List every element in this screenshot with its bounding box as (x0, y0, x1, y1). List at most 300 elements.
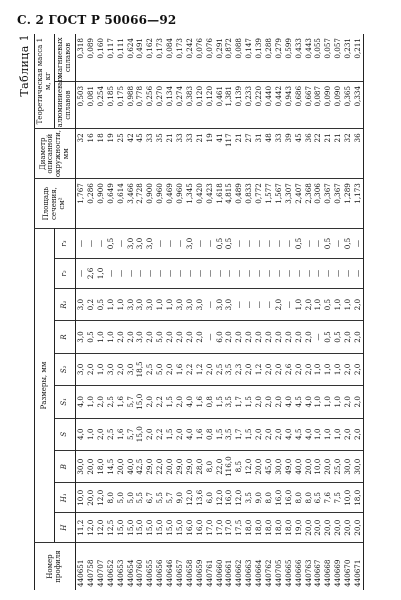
cell-R: 5,0 (155, 321, 165, 353)
cell-r2: 2,6 (86, 258, 96, 288)
table-row (214, 34, 224, 590)
cell-r3: — (274, 229, 284, 259)
cell-R1: 1,0 (105, 288, 115, 320)
cell-r3: — (254, 229, 264, 259)
cell-R1: 0,2 (86, 288, 96, 320)
cell-mass-mg: 0,231 (343, 34, 353, 81)
cell-diameter: 32 (343, 129, 353, 179)
cell-B: 30,0 (274, 450, 284, 482)
cell-R1: 2,0 (353, 288, 363, 320)
cell-B: 8,5 (234, 450, 244, 482)
cell-R1: 3,0 (145, 288, 155, 320)
cell-mass-al: 0,134 (165, 81, 175, 128)
cell-r3: — (86, 229, 96, 259)
cell-mass-mg: 0,076 (194, 34, 204, 81)
cell-R1: 1,0 (343, 288, 353, 320)
cell-H: 18,0 (244, 513, 254, 543)
cell-R: 3,0 (75, 321, 85, 353)
cell-profile: 440652 (105, 543, 115, 590)
cell-area: 0,286 (86, 179, 96, 229)
cell-mass-mg: 0,599 (283, 34, 293, 81)
header-area: Площадь сечения, см² (35, 179, 76, 229)
cell-mass-mg: 0,139 (254, 34, 264, 81)
cell-R: 3,0 (135, 321, 145, 353)
cell-r3: 3,0 (125, 229, 135, 259)
table-row (75, 34, 85, 590)
cell-R: 2,0 (343, 321, 353, 353)
cell-S1: 1,0 (313, 386, 323, 418)
cell-mass-al: 0,175 (115, 81, 125, 128)
cell-area: 1,567 (274, 179, 284, 229)
cell-diameter: 27 (244, 129, 254, 179)
cell-R1: 3,0 (194, 288, 204, 320)
cell-S2: 3,0 (75, 353, 85, 385)
cell-B: 29,0 (145, 450, 155, 482)
cell-mass-mg: 0,160 (96, 34, 106, 81)
cell-mass-mg: 0,055 (313, 34, 323, 81)
cell-S1: 1,0 (86, 386, 96, 418)
cell-R: 2,0 (194, 321, 204, 353)
cell-H: 18,0 (283, 513, 293, 543)
cell-profile: 440669 (333, 543, 343, 590)
cell-H1: 12,0 (234, 483, 244, 513)
cell-B: 18,0 (96, 450, 106, 482)
cell-R: 0,5 (86, 321, 96, 353)
cell-H: 20,0 (323, 513, 333, 543)
cell-mass-mg: 0,318 (75, 34, 85, 81)
cell-r2: — (254, 258, 264, 288)
cell-diameter: 25 (115, 129, 125, 179)
cell-diameter: 19 (105, 129, 115, 179)
cell-S1: 1,5 (244, 386, 254, 418)
cell-S2: 5,0 (155, 353, 165, 385)
cell-H: 20,0 (353, 513, 363, 543)
cell-S: 1,5 (244, 418, 254, 450)
table-row (264, 34, 274, 590)
cell-mass-mg: 0,111 (115, 34, 125, 81)
cell-profile: 440762 (264, 543, 274, 590)
cell-H: 19,0 (293, 513, 303, 543)
cell-B: 49,0 (283, 450, 293, 482)
cell-profile: 440658 (185, 543, 195, 590)
cell-mass-mg: 0,173 (175, 34, 185, 81)
cell-R1: — (234, 288, 244, 320)
cell-r2: — (264, 258, 274, 288)
cell-mass-al: 0,120 (204, 81, 214, 128)
cell-S2: 2,5 (145, 353, 155, 385)
table-row (165, 34, 175, 590)
cell-profile: 440667 (313, 543, 323, 590)
cell-mass-al: 0,090 (333, 81, 343, 128)
cell-area: 4,815 (224, 179, 234, 229)
cell-r3: — (333, 229, 343, 259)
header-r3: r₃ (55, 229, 75, 259)
header-profile: Номер профиля (35, 543, 76, 590)
cell-r3: 3,0 (185, 229, 195, 259)
cell-S: 1,5 (214, 418, 224, 450)
cell-R: 1,0 (96, 321, 106, 353)
cell-H1: 10,0 (75, 483, 85, 513)
header-S: S (55, 418, 75, 450)
cell-S1: 2,2 (155, 386, 165, 418)
cell-H1: 16,0 (283, 483, 293, 513)
table-body (75, 34, 363, 590)
cell-R: 2,0 (165, 321, 175, 353)
cell-R1: 0,5 (323, 288, 333, 320)
cell-R: 2,0 (224, 321, 234, 353)
cell-S1: 2,0 (274, 386, 284, 418)
cell-profile: 440660 (214, 543, 224, 590)
cell-diameter: 45 (135, 129, 145, 179)
cell-S1: 2,0 (353, 386, 363, 418)
cell-R1: 2,0 (303, 288, 313, 320)
cell-mass-mg: 0,173 (155, 34, 165, 81)
cell-R: 2,0 (115, 321, 125, 353)
cell-H: 12,0 (86, 513, 96, 543)
cell-mass-al: 0,090 (323, 81, 333, 128)
cell-H: 18,0 (254, 513, 264, 543)
cell-r3: — (96, 229, 106, 259)
cell-diameter: 33 (185, 129, 195, 179)
cell-H1: 8,0 (293, 483, 303, 513)
cell-R1: 3,0 (75, 288, 85, 320)
cell-r2: — (135, 258, 145, 288)
cell-mass-mg: 0,117 (105, 34, 115, 81)
cell-R: 2,0 (175, 321, 185, 353)
cell-mass-al: 0,139 (234, 81, 244, 128)
cell-S2: 3,0 (105, 353, 115, 385)
cell-area: 1,289 (343, 179, 353, 229)
table-row (135, 34, 145, 590)
cell-area: 0,489 (234, 179, 244, 229)
cell-mass-mg: 0,211 (353, 34, 363, 81)
cell-r2: — (333, 258, 343, 288)
cell-S2: 2,0 (303, 353, 313, 385)
cell-S: 4,0 (283, 418, 293, 450)
cell-mass-mg: 0,433 (293, 34, 303, 81)
cell-R: 0,5 (333, 321, 343, 353)
cell-area: 0,420 (194, 179, 204, 229)
cell-S2: 2,0 (244, 353, 254, 385)
cell-profile: 440661 (224, 543, 234, 590)
table-row (293, 34, 303, 590)
cell-profile: 440760 (135, 543, 145, 590)
cell-R1: — (264, 288, 274, 320)
cell-S1: 3,5 (224, 386, 234, 418)
table-row (353, 34, 363, 590)
cell-r3: 0,5 (224, 229, 234, 259)
cell-r3: — (194, 229, 204, 259)
page-header: С. 2 ГОСТ Р 50066—92 (17, 13, 177, 27)
cell-r3: — (115, 229, 125, 259)
cell-S2: 1,6 (175, 353, 185, 385)
cell-area: 0,469 (165, 179, 175, 229)
cell-area: 3,307 (283, 179, 293, 229)
cell-r3: — (353, 229, 363, 259)
cell-mass-mg: 0,057 (333, 34, 343, 81)
cell-B: 42,5 (135, 450, 145, 482)
cell-B: 14,5 (105, 450, 115, 482)
cell-mass-mg: 0,088 (234, 34, 244, 81)
cell-S2: 1,0 (333, 353, 343, 385)
table-row (115, 34, 125, 590)
header-S2: S₂ (55, 353, 75, 385)
cell-diameter: 117 (224, 129, 234, 179)
cell-S: 1,0 (313, 418, 323, 450)
cell-R1: 1,0 (115, 288, 125, 320)
table-row (274, 34, 284, 590)
table-row (333, 34, 343, 590)
cell-H: 20,0 (313, 513, 323, 543)
cell-S2: 2,0 (115, 353, 125, 385)
cell-mass-mg: 0,162 (145, 34, 155, 81)
cell-S: 1,6 (115, 418, 125, 450)
cell-diameter: 21 (194, 129, 204, 179)
cell-R1: 3,0 (224, 288, 234, 320)
cell-R1: 2,0 (274, 288, 284, 320)
table-row (185, 34, 195, 590)
cell-B: 12,0 (244, 450, 254, 482)
cell-S: 3,5 (224, 418, 234, 450)
cell-S1: 2,0 (343, 386, 353, 418)
cell-S2: 18,5 (135, 353, 145, 385)
cell-mass-al: 0,686 (293, 81, 303, 128)
cell-H1: 7,5 (333, 483, 343, 513)
cell-S: 2,2 (155, 418, 165, 450)
cell-r3: 3,0 (145, 229, 155, 259)
cell-mass-al: 0,185 (105, 81, 115, 128)
cell-r3: — (283, 229, 293, 259)
cell-r2: — (125, 258, 135, 288)
cell-area: 0,960 (175, 179, 185, 229)
cell-r2: — (214, 258, 224, 288)
cell-H: 17,0 (204, 513, 214, 543)
cell-R: 1,0 (105, 321, 115, 353)
table-row (194, 34, 204, 590)
cell-r3: 0,5 (343, 229, 353, 259)
cell-S: 2,5 (105, 418, 115, 450)
cell-S1: 2,0 (264, 386, 274, 418)
header-S1: S₁ (55, 386, 75, 418)
cell-R1: 0,5 (96, 288, 106, 320)
cell-H1: 8,0 (303, 483, 313, 513)
cell-area: 2,728 (135, 179, 145, 229)
cell-r2: — (165, 258, 175, 288)
cell-B: 20,0 (165, 450, 175, 482)
cell-area: 1,345 (185, 179, 195, 229)
cell-R1: 3,0 (214, 288, 224, 320)
cell-S1: 4,0 (283, 386, 293, 418)
cell-H: 16,0 (185, 513, 195, 543)
cell-R: 2,0 (353, 321, 363, 353)
cell-H1: 8,0 (264, 483, 274, 513)
table-row (86, 34, 96, 590)
cell-R: 2,0 (264, 321, 274, 353)
cell-r3: — (165, 229, 175, 259)
cell-mass-mg: 0,443 (303, 34, 313, 81)
table-row (254, 34, 264, 590)
header-mass-al: алюминиевых сплавов (55, 81, 75, 128)
cell-R1: — (244, 288, 254, 320)
cell-mass-al: 0,120 (194, 81, 204, 128)
cell-S1: 1,6 (194, 386, 204, 418)
header-mass-mg: магниевых сплавов (55, 34, 75, 81)
profiles-table (34, 34, 364, 590)
cell-mass-mg: 0,288 (264, 34, 274, 81)
cell-area: 2,368 (303, 179, 313, 229)
table-caption: Таблица 1 (18, 34, 31, 97)
cell-B: 10,0 (313, 450, 323, 482)
header-R1: R₁ (55, 288, 75, 320)
cell-r3: 3,0 (135, 229, 145, 259)
cell-H: 15,0 (155, 513, 165, 543)
cell-S2: 2,0 (264, 353, 274, 385)
header-sizes: Размеры, мм (35, 229, 55, 543)
cell-H1: 5,7 (165, 483, 175, 513)
cell-mass-al: 0,503 (75, 81, 85, 128)
cell-area: 0,306 (313, 179, 323, 229)
cell-B: 30,0 (75, 450, 85, 482)
cell-profile: 440657 (175, 543, 185, 590)
cell-R1: 1,0 (293, 288, 303, 320)
cell-diameter: 31 (254, 129, 264, 179)
table-row (175, 34, 185, 590)
cell-area: 1,618 (214, 179, 224, 229)
cell-area: 1,767 (75, 179, 85, 229)
cell-S2: 3,5 (224, 353, 234, 385)
cell-mass-al: 0,274 (175, 81, 185, 128)
cell-r2: — (75, 258, 85, 288)
cell-H: 18,0 (264, 513, 274, 543)
cell-S1: 15,0 (135, 386, 145, 418)
cell-diameter: 33 (145, 129, 155, 179)
cell-r3: — (175, 229, 185, 259)
cell-H1: 13,6 (194, 483, 204, 513)
cell-area: 2,407 (293, 179, 303, 229)
cell-area: 0,900 (96, 179, 106, 229)
cell-profile: 440758 (86, 543, 96, 590)
cell-B: 20,0 (323, 450, 333, 482)
cell-B: 30,0 (353, 450, 363, 482)
cell-profile: 440655 (145, 543, 155, 590)
cell-R1: 3,0 (175, 288, 185, 320)
cell-S2: 1,2 (254, 353, 264, 385)
cell-r3: 0,5 (105, 229, 115, 259)
cell-H: 20,0 (343, 513, 353, 543)
cell-H1: 5,5 (155, 483, 165, 513)
cell-R: 6,0 (214, 321, 224, 353)
cell-profile: 440663 (244, 543, 254, 590)
cell-S: 2,0 (353, 418, 363, 450)
cell-diameter: 33 (274, 129, 284, 179)
cell-H: 15,0 (125, 513, 135, 543)
cell-diameter: 39 (283, 129, 293, 179)
cell-mass-mg: 0,084 (165, 34, 175, 81)
cell-mass-al: 1,381 (224, 81, 234, 128)
cell-S1: 4,5 (293, 386, 303, 418)
cell-H1: 18,0 (353, 483, 363, 513)
cell-area: 0,614 (115, 179, 125, 229)
cell-S: 4,0 (303, 418, 313, 450)
cell-S2: 2,0 (86, 353, 96, 385)
cell-S: 2,0 (175, 418, 185, 450)
cell-S2: 2,0 (204, 353, 214, 385)
cell-B: 30,0 (343, 450, 353, 482)
header-H1: H₁ (55, 483, 75, 513)
cell-r2: — (145, 258, 155, 288)
cell-S1: 1,6 (115, 386, 125, 418)
cell-profile: 440664 (254, 543, 264, 590)
cell-S2: 1,0 (323, 353, 333, 385)
cell-S2: 2,3 (234, 353, 244, 385)
cell-mass-al: 0,087 (313, 81, 323, 128)
header-mass: Теоретическая масса 1 м, кг (35, 34, 55, 129)
cell-mass-mg: 0,872 (224, 34, 234, 81)
cell-B: 8,0 (204, 450, 214, 482)
cell-S: 5,7 (125, 418, 135, 450)
cell-H: 12,5 (105, 513, 115, 543)
cell-B: 20,0 (303, 450, 313, 482)
cell-H: 17,5 (234, 513, 244, 543)
cell-S2: 2,0 (293, 353, 303, 385)
table-row (303, 34, 313, 590)
cell-S: 2,0 (274, 418, 284, 450)
cell-R: 2,0 (234, 321, 244, 353)
cell-mass-mg: 0,242 (185, 34, 195, 81)
cell-S: 1,7 (234, 418, 244, 450)
cell-H1: 6,5 (313, 483, 323, 513)
cell-r3: — (244, 229, 254, 259)
cell-mass-al: 0,365 (343, 81, 353, 128)
cell-diameter: 48 (264, 129, 274, 179)
header-diameter: Диаметр описанной окружности, мм (35, 129, 76, 179)
cell-diameter: 21 (333, 129, 343, 179)
cell-S2: 1,0 (313, 353, 323, 385)
table-row (105, 34, 115, 590)
cell-mass-al: 0,220 (254, 81, 264, 128)
cell-S: 4,0 (185, 418, 195, 450)
cell-mass-mg: 0,279 (274, 34, 284, 81)
cell-H: 15,0 (135, 513, 145, 543)
cell-profile: 440646 (165, 543, 175, 590)
cell-profile: 440653 (115, 543, 125, 590)
cell-mass-al: 0,667 (303, 81, 313, 128)
cell-diameter: 21 (323, 129, 333, 179)
cell-r2: — (274, 258, 284, 288)
cell-H1: 20,0 (86, 483, 96, 513)
cell-diameter: 22 (313, 129, 323, 179)
cell-profile: 440659 (194, 543, 204, 590)
cell-H: 15,0 (175, 513, 185, 543)
cell-H: 20,0 (303, 513, 313, 543)
cell-diameter: 41 (214, 129, 224, 179)
cell-S1: 1,0 (323, 386, 333, 418)
cell-H: 15,0 (145, 513, 155, 543)
header-r2: r₂ (55, 258, 75, 288)
cell-r2: — (175, 258, 185, 288)
cell-R1: — (254, 288, 264, 320)
cell-mass-mg: 0,491 (135, 34, 145, 81)
cell-B: 116,0 (224, 450, 234, 482)
cell-S1: 2,5 (105, 386, 115, 418)
cell-mass-mg: 0,089 (86, 34, 96, 81)
cell-H1: 5,0 (115, 483, 125, 513)
cell-R: 2,0 (274, 321, 284, 353)
cell-r2: — (244, 258, 254, 288)
cell-diameter: 35 (155, 129, 165, 179)
cell-profile: 440705 (274, 543, 284, 590)
cell-H1: 5,0 (125, 483, 135, 513)
